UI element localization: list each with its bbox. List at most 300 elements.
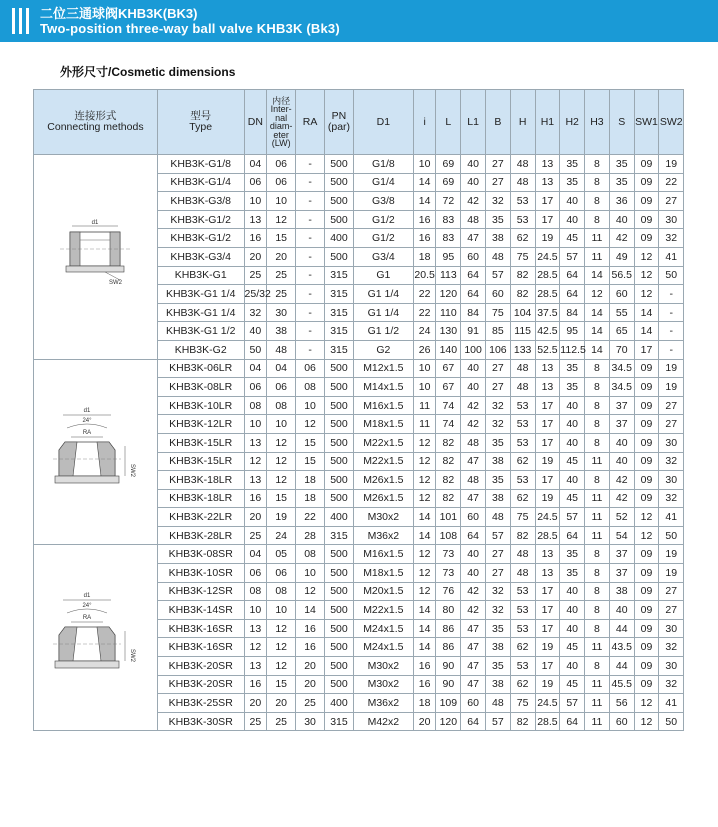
cell-ra: 12 (296, 415, 325, 434)
drawing-label-ra: RA (83, 429, 92, 436)
cell-type: KHB3K-20SR (157, 675, 244, 694)
cell-h: 82 (510, 266, 535, 285)
cell-sw2: 27 (659, 582, 684, 601)
cell-d1: G1/4 (353, 173, 413, 192)
cell-h1: 24.5 (535, 694, 560, 713)
cell-dn: 06 (244, 173, 267, 192)
cell-h1: 17 (535, 601, 560, 620)
cell-s: 54 (609, 526, 634, 545)
cell-sw2: - (659, 303, 684, 322)
cell-d1: M26x1.5 (353, 471, 413, 490)
cell-i: 16 (413, 675, 436, 694)
cell-lw: 25 (267, 266, 296, 285)
cell-lw: 12 (267, 210, 296, 229)
cell-i: 11 (413, 396, 436, 415)
cell-pn: 500 (325, 545, 354, 564)
cell-s: 40 (609, 433, 634, 452)
cell-h: 53 (510, 619, 535, 638)
cell-ra: - (296, 340, 325, 359)
cell-h3: 8 (585, 657, 610, 676)
cell-pn: 500 (325, 173, 354, 192)
cell-s: 37 (609, 564, 634, 583)
cell-ra: 20 (296, 657, 325, 676)
cell-h3: 8 (585, 545, 610, 564)
cell-sw1: 12 (634, 526, 659, 545)
cell-ra: - (296, 192, 325, 211)
cell-sw1: 09 (634, 545, 659, 564)
cell-h1: 17 (535, 471, 560, 490)
cell-sw2: 50 (659, 266, 684, 285)
cell-s: 40 (609, 210, 634, 229)
cell-l1: 64 (461, 266, 486, 285)
cell-h1: 19 (535, 229, 560, 248)
cell-s: 36 (609, 192, 634, 211)
cell-h3: 11 (585, 247, 610, 266)
cell-sw2: 30 (659, 657, 684, 676)
cell-dn: 25 (244, 266, 267, 285)
cell-h: 75 (510, 247, 535, 266)
cell-pn: 315 (325, 322, 354, 341)
connection-drawing-24-cone (45, 406, 145, 496)
cell-i: 10 (413, 359, 436, 378)
cell-i: 20 (413, 712, 436, 731)
cell-b: 27 (486, 378, 511, 397)
cell-s: 60 (609, 285, 634, 304)
cell-sw1: 09 (634, 564, 659, 583)
cell-h1: 17 (535, 192, 560, 211)
cell-i: 12 (413, 489, 436, 508)
header-bar (19, 8, 22, 34)
cell-b: 38 (486, 675, 511, 694)
header-bar (26, 8, 29, 34)
cell-dn: 12 (244, 452, 267, 471)
cell-dn: 40 (244, 322, 267, 341)
cell-l1: 47 (461, 489, 486, 508)
cell-d1: M14x1.5 (353, 378, 413, 397)
cell-lw: 06 (267, 378, 296, 397)
cell-ra: 30 (296, 712, 325, 731)
cell-h1: 13 (535, 564, 560, 583)
cell-d1: M36x2 (353, 694, 413, 713)
cell-type: KHB3K-28LR (157, 526, 244, 545)
cell-i: 18 (413, 694, 436, 713)
cell-d1: M18x1.5 (353, 564, 413, 583)
cell-type: KHB3K-20SR (157, 657, 244, 676)
cell-type: KHB3K-30SR (157, 712, 244, 731)
drawing-label-d1: d1 (84, 407, 91, 414)
cell-i: 14 (413, 526, 436, 545)
cell-dn: 10 (244, 415, 267, 434)
cell-h1: 17 (535, 210, 560, 229)
cell-h1: 17 (535, 582, 560, 601)
cell-lw: 38 (267, 322, 296, 341)
cell-s: 35 (609, 173, 634, 192)
cell-h3: 14 (585, 266, 610, 285)
cell-sw1: 14 (634, 303, 659, 322)
cell-h: 62 (510, 675, 535, 694)
cell-type: KHB3K-G3/4 (157, 247, 244, 266)
cell-h: 82 (510, 526, 535, 545)
cell-b: 35 (486, 471, 511, 490)
cell-lw: 08 (267, 582, 296, 601)
drawing-label-sw2: SW2 (109, 280, 123, 287)
cell-sw1: 09 (634, 359, 659, 378)
cell-h3: 11 (585, 675, 610, 694)
header-h: H (510, 90, 535, 155)
cell-h2: 35 (560, 378, 585, 397)
cell-h: 62 (510, 489, 535, 508)
drawing-label-angle: 24° (82, 603, 92, 610)
cell-i: 14 (413, 192, 436, 211)
title-chinese: 二位三通球阀KHB3K(BK3) (40, 6, 198, 21)
cell-h2: 40 (560, 433, 585, 452)
cell-i: 14 (413, 601, 436, 620)
cell-i: 12 (413, 471, 436, 490)
cell-h2: 40 (560, 192, 585, 211)
cell-h2: 112.5 (560, 340, 585, 359)
cell-pn: 500 (325, 359, 354, 378)
cell-l1: 60 (461, 694, 486, 713)
cell-pn: 400 (325, 694, 354, 713)
cell-l1: 47 (461, 638, 486, 657)
cell-pn: 400 (325, 508, 354, 527)
cell-sw2: 41 (659, 694, 684, 713)
cell-ra: 16 (296, 638, 325, 657)
header-l1: L1 (461, 90, 486, 155)
cell-b: 38 (486, 452, 511, 471)
cell-h1: 13 (535, 378, 560, 397)
drawing-label-angle: 24° (82, 417, 92, 424)
cell-l: 82 (436, 433, 461, 452)
cell-sw2: 32 (659, 638, 684, 657)
cell-sw2: 19 (659, 545, 684, 564)
cell-l1: 60 (461, 508, 486, 527)
cell-ra: - (296, 266, 325, 285)
cell-dn: 13 (244, 657, 267, 676)
cell-pn: 315 (325, 712, 354, 731)
cell-h: 62 (510, 638, 535, 657)
cell-dn: 04 (244, 359, 267, 378)
cell-h3: 8 (585, 396, 610, 415)
cell-d1: M22x1.5 (353, 433, 413, 452)
cell-pn: 500 (325, 657, 354, 676)
cell-i: 22 (413, 303, 436, 322)
cell-l1: 64 (461, 526, 486, 545)
cell-h1: 13 (535, 173, 560, 192)
cell-lw: 06 (267, 155, 296, 174)
cell-h3: 8 (585, 415, 610, 434)
cell-h2: 35 (560, 155, 585, 174)
cell-sw2: 32 (659, 452, 684, 471)
cell-l: 140 (436, 340, 461, 359)
table-header-row (34, 90, 709, 155)
cell-h: 53 (510, 471, 535, 490)
cell-lw: 10 (267, 192, 296, 211)
table-row (34, 155, 709, 174)
cell-d1: M36x2 (353, 526, 413, 545)
cell-ra: 18 (296, 471, 325, 490)
cell-h1: 19 (535, 675, 560, 694)
cell-h1: 19 (535, 638, 560, 657)
cell-h3: 14 (585, 303, 610, 322)
cell-h1: 19 (535, 489, 560, 508)
cell-h3: 8 (585, 471, 610, 490)
cell-d1: M30x2 (353, 657, 413, 676)
cell-sw2: 19 (659, 564, 684, 583)
cell-b: 57 (486, 266, 511, 285)
cell-dn: 25 (244, 712, 267, 731)
table-row (34, 545, 709, 564)
cell-i: 12 (413, 564, 436, 583)
cell-b: 48 (486, 694, 511, 713)
cell-pn: 500 (325, 415, 354, 434)
cell-pn: 315 (325, 526, 354, 545)
cell-sw2: - (659, 340, 684, 359)
cell-type: KHB3K-G1 (157, 266, 244, 285)
cell-l: 82 (436, 489, 461, 508)
cell-b: 35 (486, 210, 511, 229)
cell-pn: 500 (325, 675, 354, 694)
cell-s: 49 (609, 247, 634, 266)
cell-ra: - (296, 303, 325, 322)
cell-l1: 42 (461, 396, 486, 415)
cell-dn: 13 (244, 210, 267, 229)
cell-sw2: 27 (659, 396, 684, 415)
cell-h3: 8 (585, 601, 610, 620)
cell-i: 12 (413, 433, 436, 452)
cell-l1: 40 (461, 155, 486, 174)
cell-l1: 40 (461, 564, 486, 583)
cell-d1: G1 1/2 (353, 322, 413, 341)
cell-l1: 48 (461, 471, 486, 490)
cell-dn: 16 (244, 229, 267, 248)
cell-h1: 24.5 (535, 247, 560, 266)
cell-h3: 11 (585, 452, 610, 471)
cell-h3: 8 (585, 582, 610, 601)
cell-h3: 8 (585, 433, 610, 452)
cell-h: 75 (510, 694, 535, 713)
cell-lw: 19 (267, 508, 296, 527)
cell-sw2: 19 (659, 359, 684, 378)
cell-d1: M18x1.5 (353, 415, 413, 434)
cell-h2: 35 (560, 545, 585, 564)
cell-s: 44 (609, 657, 634, 676)
cell-s: 43.5 (609, 638, 634, 657)
cell-sw1: 09 (634, 210, 659, 229)
cell-dn: 20 (244, 247, 267, 266)
cell-s: 37 (609, 415, 634, 434)
cell-sw1: 09 (634, 433, 659, 452)
cell-dn: 50 (244, 340, 267, 359)
cell-dn: 12 (244, 638, 267, 657)
cell-sw2: 50 (659, 712, 684, 731)
cell-d1: G1/2 (353, 229, 413, 248)
cell-dn: 08 (244, 582, 267, 601)
cell-s: 56.5 (609, 266, 634, 285)
cell-pn: 500 (325, 247, 354, 266)
cell-sw2: 30 (659, 471, 684, 490)
cell-sw2: 41 (659, 247, 684, 266)
cell-sw2: 30 (659, 433, 684, 452)
cell-s: 37 (609, 545, 634, 564)
cell-h: 48 (510, 155, 535, 174)
cell-h1: 52.5 (535, 340, 560, 359)
cell-s: 55 (609, 303, 634, 322)
cell-l1: 42 (461, 601, 486, 620)
cell-s: 60 (609, 712, 634, 731)
cell-sw2: 19 (659, 378, 684, 397)
cell-sw1: 12 (634, 508, 659, 527)
cell-type: KHB3K-10LR (157, 396, 244, 415)
drawing-label-ra: RA (83, 615, 92, 622)
cell-s: 56 (609, 694, 634, 713)
cell-pn: 315 (325, 340, 354, 359)
header-connecting-methods: 连接形式 Connecting methods (34, 90, 158, 155)
cell-h: 82 (510, 712, 535, 731)
cell-h1: 13 (535, 155, 560, 174)
cell-ra: 08 (296, 378, 325, 397)
cell-h2: 64 (560, 526, 585, 545)
cell-l1: 47 (461, 619, 486, 638)
cell-type: KHB3K-18LR (157, 471, 244, 490)
cell-h1: 28.5 (535, 266, 560, 285)
cell-h: 62 (510, 452, 535, 471)
cell-ra: - (296, 173, 325, 192)
cell-ra: - (296, 285, 325, 304)
cell-h2: 40 (560, 471, 585, 490)
cell-lw: 06 (267, 173, 296, 192)
cell-i: 26 (413, 340, 436, 359)
cell-ra: 08 (296, 545, 325, 564)
cell-d1: M12x1.5 (353, 359, 413, 378)
cell-h2: 57 (560, 694, 585, 713)
cell-type: KHB3K-G2 (157, 340, 244, 359)
cell-type: KHB3K-G3/8 (157, 192, 244, 211)
cell-l1: 48 (461, 433, 486, 452)
cell-l1: 64 (461, 285, 486, 304)
cell-ra: - (296, 247, 325, 266)
cell-h: 115 (510, 322, 535, 341)
cell-l1: 91 (461, 322, 486, 341)
cell-h1: 13 (535, 545, 560, 564)
cell-dn: 04 (244, 155, 267, 174)
cell-l: 120 (436, 712, 461, 731)
cell-i: 12 (413, 545, 436, 564)
cell-i: 12 (413, 582, 436, 601)
cell-d1: G2 (353, 340, 413, 359)
cell-b: 32 (486, 192, 511, 211)
cell-l1: 60 (461, 247, 486, 266)
cell-l1: 47 (461, 675, 486, 694)
cell-h1: 17 (535, 619, 560, 638)
cell-s: 42 (609, 229, 634, 248)
section-title: 外形尺寸/Cosmetic dimensions (60, 65, 236, 79)
header-h1: H1 (535, 90, 560, 155)
cell-h1: 28.5 (535, 712, 560, 731)
cell-sw1: 12 (634, 285, 659, 304)
cell-h2: 35 (560, 564, 585, 583)
cell-pn: 500 (325, 452, 354, 471)
cell-l1: 47 (461, 452, 486, 471)
cell-l1: 64 (461, 712, 486, 731)
cell-l1: 100 (461, 340, 486, 359)
cell-h2: 57 (560, 247, 585, 266)
cell-l: 67 (436, 359, 461, 378)
cell-h: 48 (510, 564, 535, 583)
cell-h2: 40 (560, 582, 585, 601)
cell-d1: M20x1.5 (353, 582, 413, 601)
cell-l1: 42 (461, 415, 486, 434)
drawing-label-sw2: SW2 (129, 463, 136, 477)
cell-pn: 500 (325, 210, 354, 229)
cell-h2: 64 (560, 712, 585, 731)
cell-b: 35 (486, 433, 511, 452)
cell-d1: G1/8 (353, 155, 413, 174)
cell-l: 83 (436, 229, 461, 248)
cell-h3: 11 (585, 694, 610, 713)
cell-h: 53 (510, 192, 535, 211)
cell-dn: 25 (244, 526, 267, 545)
cell-ra: 22 (296, 508, 325, 527)
cell-h: 53 (510, 657, 535, 676)
cell-h: 82 (510, 285, 535, 304)
cell-pn: 500 (325, 601, 354, 620)
cell-h1: 17 (535, 433, 560, 452)
cell-d1: M22x1.5 (353, 452, 413, 471)
cell-lw: 10 (267, 601, 296, 620)
cell-d1: G3/8 (353, 192, 413, 211)
cell-h2: 45 (560, 452, 585, 471)
cell-h: 104 (510, 303, 535, 322)
cell-b: 27 (486, 359, 511, 378)
cell-h: 48 (510, 173, 535, 192)
cell-dn: 06 (244, 564, 267, 583)
cell-i: 10 (413, 155, 436, 174)
header-bar (12, 8, 15, 34)
cell-l: 90 (436, 675, 461, 694)
cell-dn: 16 (244, 675, 267, 694)
cell-s: 65 (609, 322, 634, 341)
cell-h1: 37.5 (535, 303, 560, 322)
cell-sw1: 09 (634, 415, 659, 434)
cell-ra: 14 (296, 601, 325, 620)
cell-pn: 315 (325, 303, 354, 322)
cell-sw2: - (659, 285, 684, 304)
cell-h3: 8 (585, 192, 610, 211)
cell-h1: 42.5 (535, 322, 560, 341)
cell-s: 44 (609, 619, 634, 638)
cell-l1: 42 (461, 582, 486, 601)
cell-h3: 8 (585, 155, 610, 174)
cell-type: KHB3K-08LR (157, 378, 244, 397)
cell-sw2: 32 (659, 489, 684, 508)
cell-l: 74 (436, 396, 461, 415)
cell-l: 72 (436, 192, 461, 211)
cell-h2: 45 (560, 489, 585, 508)
cell-h: 53 (510, 415, 535, 434)
cell-h3: 14 (585, 322, 610, 341)
cell-b: 38 (486, 638, 511, 657)
cell-sw2: 27 (659, 415, 684, 434)
cell-pn: 500 (325, 582, 354, 601)
cell-l: 110 (436, 303, 461, 322)
cell-b: 60 (486, 285, 511, 304)
table-row (34, 359, 709, 378)
cell-sw1: 09 (634, 378, 659, 397)
cell-pn: 500 (325, 433, 354, 452)
cell-s: 42 (609, 471, 634, 490)
header-i: i (413, 90, 436, 155)
